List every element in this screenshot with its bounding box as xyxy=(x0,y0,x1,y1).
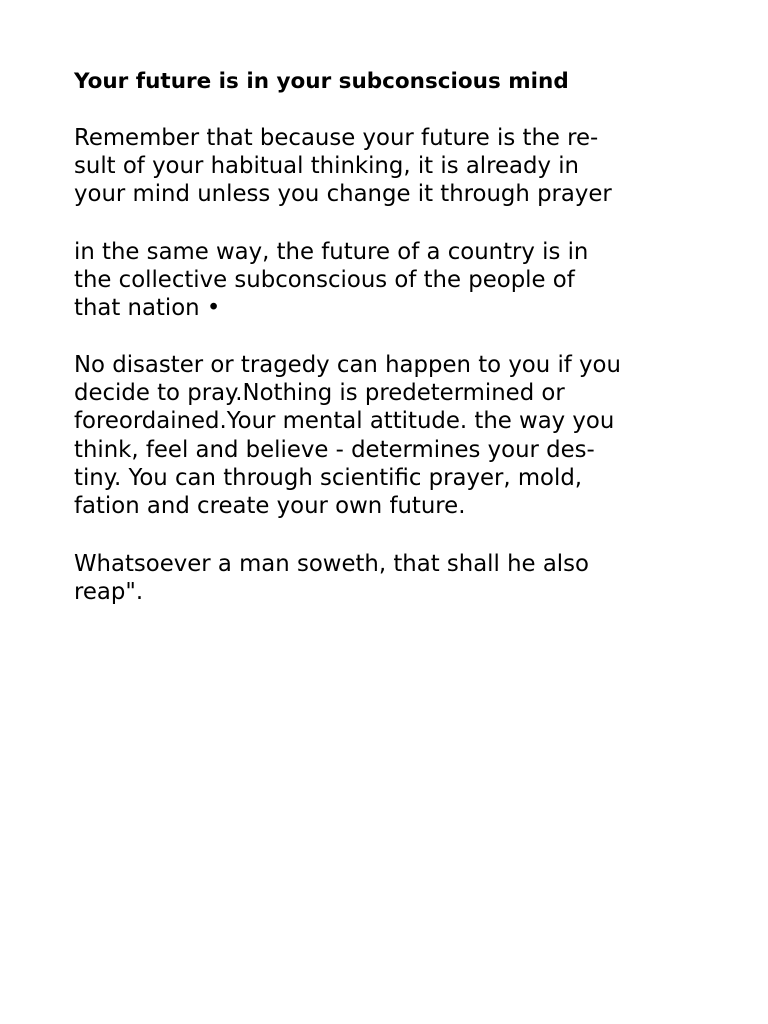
paragraph-line: that nation • xyxy=(74,295,221,322)
paragraph-line: in the same way, the future of a country is in xyxy=(74,239,589,265)
paragraph-line: fation and create your own future. xyxy=(74,493,466,520)
paragraph-destiny xyxy=(74,351,621,520)
paragraph-line: your mind unless you change it through prayer xyxy=(74,181,612,208)
paragraph-line: Whatsoever a man soweth, that shall he also xyxy=(74,551,589,577)
paragraph-line: No disaster or tragedy can happen to you if you xyxy=(74,352,621,378)
paragraph-line: foreordained.Your mental attitude. the way you xyxy=(74,408,615,435)
paragraph-subconscious-future xyxy=(74,124,612,209)
paragraph-line: reap". xyxy=(74,579,144,606)
paragraph-line: Remember that because your future is the re- xyxy=(74,125,599,151)
paragraph-country-future xyxy=(74,238,588,323)
paragraph-quote xyxy=(74,550,589,606)
paragraph-line: tiny. You can through scientific prayer, mold, xyxy=(74,464,583,491)
page-title: Your future is in your subconscious mind xyxy=(74,69,569,94)
paragraph-line: think, feel and believe - determines your des- xyxy=(74,436,595,463)
paragraph-line: sult of your habitual thinking, it is already in xyxy=(74,153,579,180)
paragraph-line: decide to pray.Nothing is predetermined or xyxy=(74,380,565,407)
paragraph-line: the collective subconscious of the people of xyxy=(74,267,575,294)
